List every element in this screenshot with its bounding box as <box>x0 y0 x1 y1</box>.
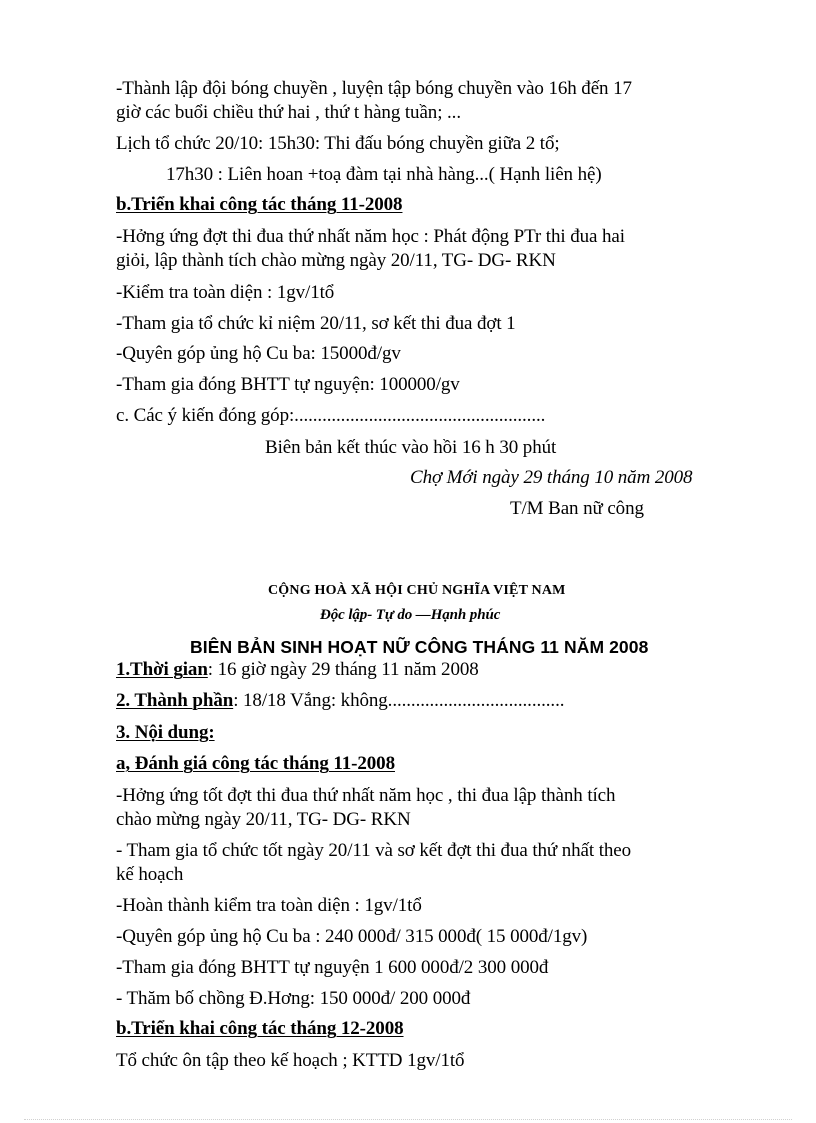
meeting-members-value: : 18/18 Vắng: không...................................... <box>233 690 565 711</box>
text-line: giỏi, lập thành tích chào mừng ngày 20/11, TG- DG- RKN <box>116 250 556 271</box>
text-line: Lịch tổ chức 20/10: 15h30: Thi đấu bóng chuyền giữa 2 tổ; <box>116 133 560 154</box>
text-line: -Hởng ứng đợt thi đua thứ nhất năm học : Phát động PTr thi đua hai <box>116 226 625 247</box>
text-line: - Thăm bố chồng Đ.Hơng: 150 000đ/ 200 000đ <box>116 988 471 1009</box>
meeting-members <box>116 690 564 712</box>
text-line: -Quyên góp ủng hộ Cu ba : 240 000đ/ 315 000đ( 15 000đ/1gv) <box>116 926 588 947</box>
text-line: kế hoạch <box>116 864 184 885</box>
country-name: CỘNG HOÀ XÃ HỘI CHỦ NGHĨA VIỆT NAM <box>268 583 566 598</box>
text-line: chào mừng ngày 20/11, TG- DG- RKN <box>116 809 411 830</box>
text-line: -Thành lập đội bóng chuyền , luyện tập bóng chuyền vào 16h đến 17 <box>116 78 632 99</box>
text-line: -Hởng ứng tốt đợt thi đua thứ nhất năm học , thi đua lập thành tích <box>116 785 616 806</box>
section-heading: b.Triển khai công tác tháng 11-2008 <box>116 194 403 215</box>
text-line: 17h30 : Liên hoan +toạ đàm tại nhà hàng...( Hạnh liên hệ) <box>166 164 602 185</box>
meeting-time-value: : 16 giờ ngày 29 tháng 11 năm 2008 <box>207 659 479 680</box>
text-line: -Tham gia đóng BHTT tự nguyện 1 600 000đ/2 300 000đ <box>116 957 549 978</box>
section-heading: b.Triển khai công tác tháng 12-2008 <box>116 1018 404 1039</box>
text-line: Tổ chức ôn tập theo kế hoạch ; KTTD 1gv/1tổ <box>116 1050 465 1071</box>
text-line: c. Các ý kiến đóng góp:...................................................... <box>116 405 546 426</box>
text-line: -Kiểm tra toàn diện : 1gv/1tổ <box>116 282 335 303</box>
section-heading: a, Đánh giá công tác tháng 11-2008 <box>116 753 395 774</box>
page-bottom-rule <box>24 1119 792 1120</box>
meeting-time <box>116 659 479 681</box>
national-motto: Độc lập- Tự do —Hạnh phúc <box>320 607 501 623</box>
text-line: giờ các buổi chiều thứ hai , thứ t hàng tuần; ... <box>116 102 461 123</box>
meeting-members-label: 2. Thành phần <box>116 690 234 711</box>
meeting-time-label: 1.Thời gian <box>116 659 208 680</box>
text-line: -Quyên góp ủng hộ Cu ba: 15000đ/gv <box>116 343 401 364</box>
place-date: Chợ Mới ngày 29 tháng 10 năm 2008 <box>410 467 693 488</box>
signature-line: T/M Ban nữ công <box>510 498 644 519</box>
document-title: BIÊN BẢN SINH HOẠT NỮ CÔNG THÁNG 11 NĂM 2008 <box>190 637 649 657</box>
text-line: -Hoàn thành kiểm tra toàn diện : 1gv/1tổ <box>116 895 422 916</box>
text-line: Biên bản kết thúc vào hồi 16 h 30 phút <box>265 437 557 458</box>
content-heading: 3. Nội dung: <box>116 722 215 743</box>
text-line: -Tham gia đóng BHTT tự nguyện: 100000/gv <box>116 374 460 395</box>
text-line: -Tham gia tổ chức kỉ niệm 20/11, sơ kết thi đua đợt 1 <box>116 313 516 334</box>
text-line: - Tham gia tổ chức tốt ngày 20/11 và sơ kết đợt thi đua thứ nhất theo <box>116 840 632 861</box>
